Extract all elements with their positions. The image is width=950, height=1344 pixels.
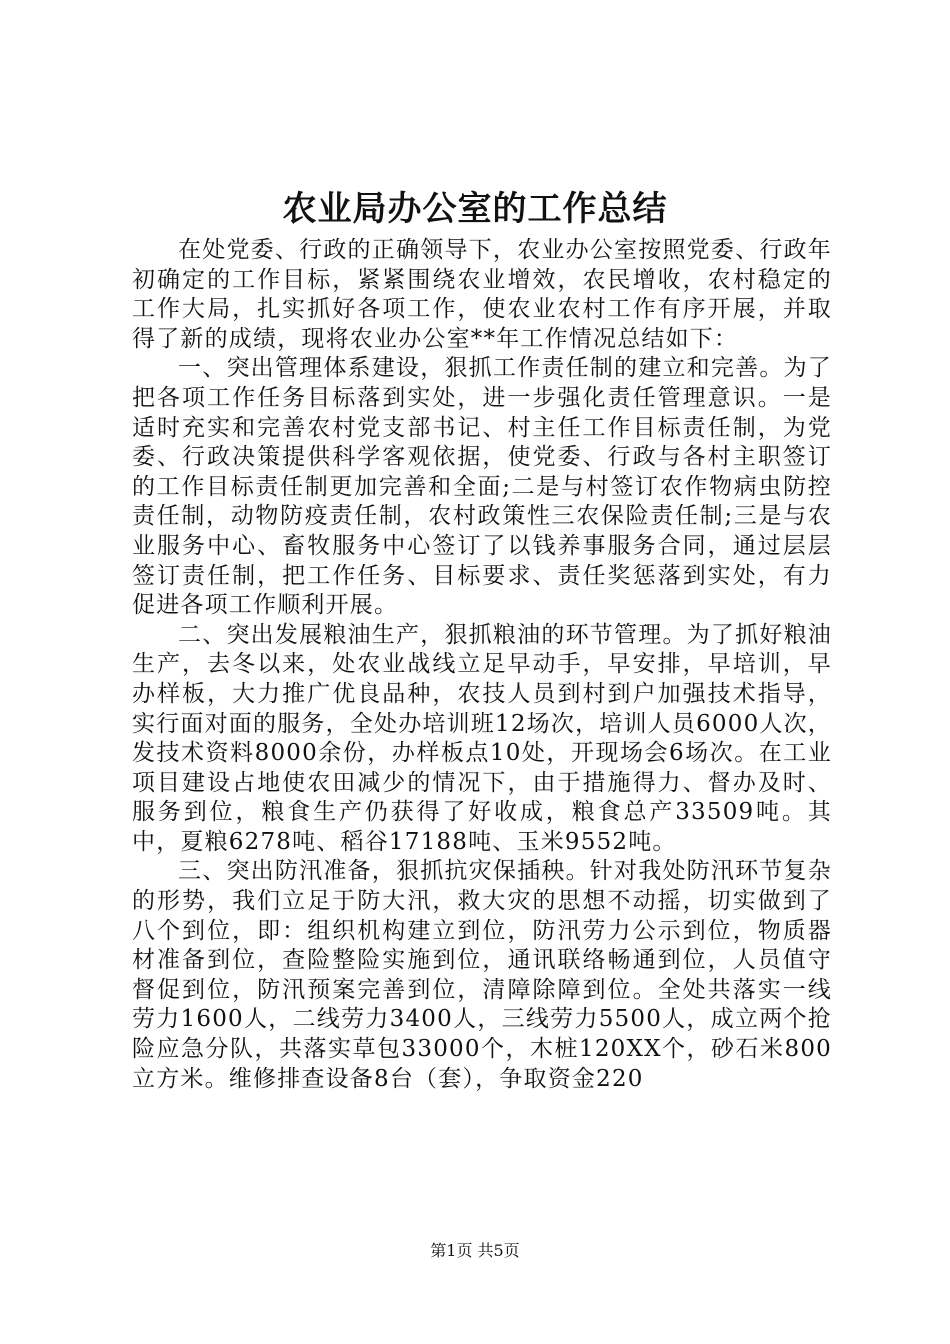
section-three-paragraph: 三、突出防汛准备，狠抓抗灾保插秧。针对我处防汛环节复杂的形势，我们立足于防大汛，救大灾的思想不动摇，切实做到了八个到位，即：组织机构建立到位，防汛劳力公示到位，物质器材准备到位，查险整险实施到位，通讯联络畅通到位，人员值守督促到位，防汛预案完善到位，清障除障到位。全处共落实一线劳力1600人，二线劳力3400人，三线劳力5500人，成立两个抢险应急分队，共落实草包33000个，木桩120XX个，砂石米800立方米。维修排查设备8台（套），争取资金220 [132, 858, 832, 1092]
intro-paragraph: 在处党委、行政的正确领导下，农业办公室按照党委、行政年初确定的工作目标，紧紧围绕农业增效，农民增收，农村稳定的工作大局，扎实抓好各项工作，使农业农村工作有序开展，并取得了新的成绩，现将农业办公室**年工作情况总结如下： [132, 237, 832, 352]
section-one-paragraph: 一、突出管理体系建设，狠抓工作责任制的建立和完善。为了把各项工作任务目标落到实处，进一步强化责任管理意识。一是适时充实和完善农村党支部书记、村主任工作目标责任制，为党委、行政决策提供科学客观依据，使党委、行政与各村主职签订的工作目标责任制更加完善和全面;二是与村签订农作物病虫防控责任制，动物防疫责任制，农村政策性三农保险责任制;三是与农业服务中心、畜牧服务中心签订了以钱养事服务合同，通过层层签订责任制，把工作任务、目标要求、责任奖惩落到实处，有力促进各项工作顺利开展。 [132, 355, 832, 619]
section-two-paragraph: 二、突出发展粮油生产，狠抓粮油的环节管理。为了抓好粮油生产，去冬以来，处农业战线立足早动手，早安排，早培训，早办样板，大力推广优良品种，农技人员到村到户加强技术指导，实行面对面的服务，全处办培训班12场次，培训人员6000人次，发技术资料8000余份，办样板点10处，开现场会6场次。在工业项目建设占地使农田减少的情况下，由于措施得力、督办及时、服务到位，粮食生产仍获得了好收成，粮食总产33509吨。其中，夏粮6278吨、稻谷17188吨、玉米9552吨。 [132, 621, 832, 855]
document-body [132, 236, 832, 1094]
document-title: 农业局办公室的工作总结 [282, 189, 668, 229]
page-footer: 第1页 共5页 [430, 1241, 520, 1260]
